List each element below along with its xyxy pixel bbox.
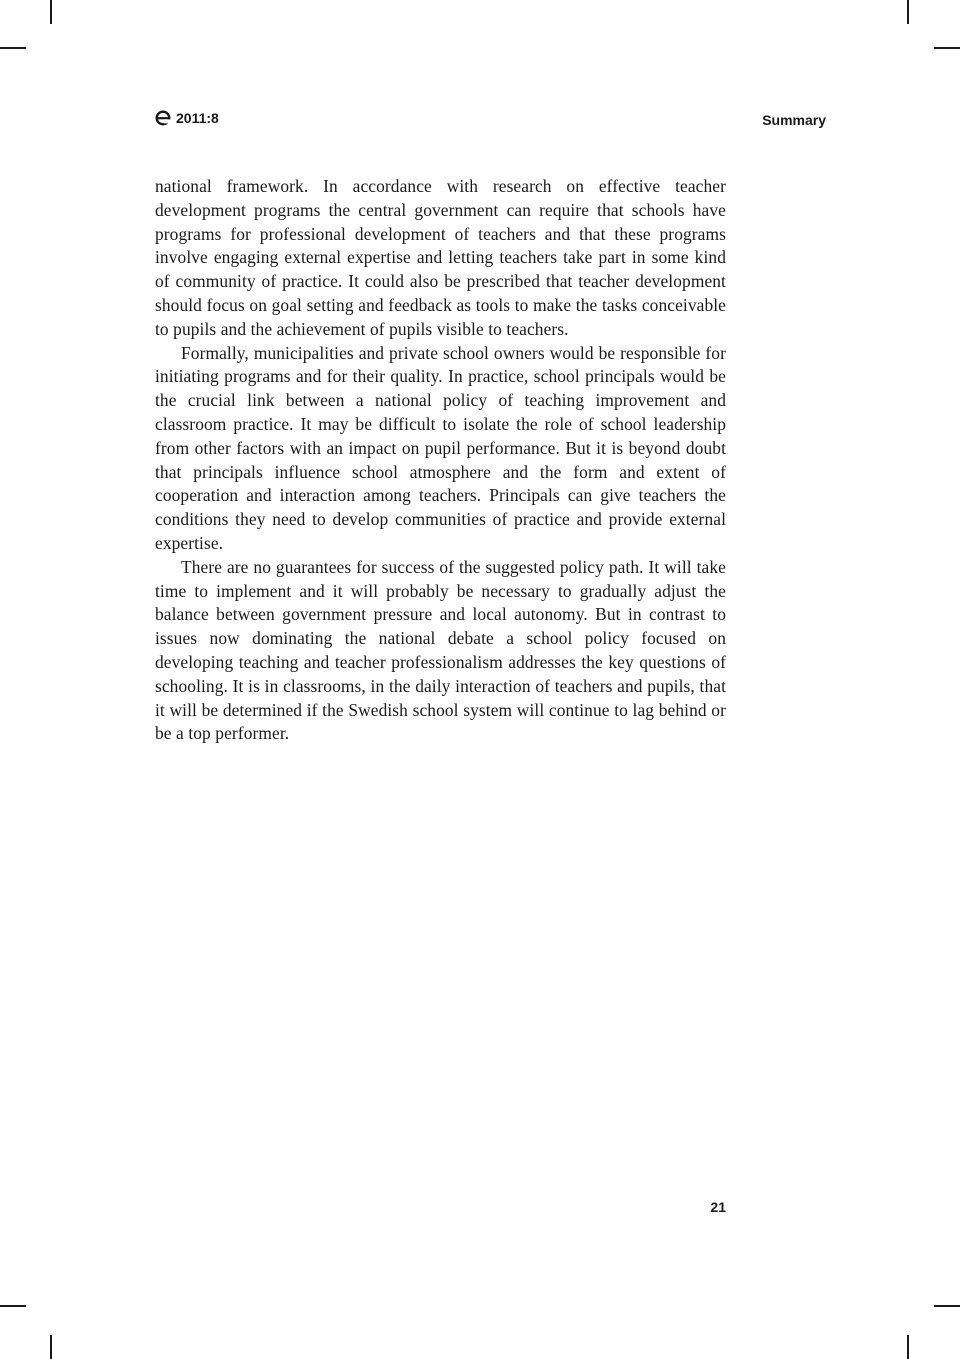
paragraph-2: Formally, municipalities and private school owners would be responsible for initiating programs and for their quality. In practice, school principals would be the crucial link between a national policy of teaching improvement and classroom practice. It may be difficult to isolate the role of school leadership from other factors with an impact on pupil performance. But it is beyond doubt that principals influence school atmosphere and the form and extent of cooperation and interaction among teachers. Principals can give teachers the conditions they need to develop communities of practice and provide external expertise. bbox=[155, 342, 726, 553]
e-logo-icon bbox=[155, 110, 171, 126]
crop-mark-bottom-left-vertical bbox=[50, 1335, 52, 1359]
crop-mark-top-left-vertical bbox=[50, 0, 52, 24]
crop-mark-bottom-right-horizontal bbox=[934, 1305, 960, 1307]
paragraph-3: There are no guarantees for success of the suggested policy path. It will take time to implement and it will probably be necessary to gradually adjust the balance between government pressure and local autonomy. But in contrast to issues now dominating the national debate a school policy focused on developing teaching and teacher professionalism addresses the key questions of schooling. It is in classrooms, in the daily interaction of teachers and pupils, that it will be determined if the Swedish school system will continue to lag behind or be a top performer. bbox=[155, 556, 726, 744]
crop-mark-top-right-vertical bbox=[907, 0, 909, 24]
crop-mark-top-left-horizontal bbox=[0, 47, 26, 49]
section-title: Summary bbox=[762, 112, 826, 128]
crop-mark-bottom-right-vertical bbox=[907, 1335, 909, 1359]
crop-mark-top-right-horizontal bbox=[934, 47, 960, 49]
page-number: 21 bbox=[710, 1199, 726, 1215]
crop-mark-bottom-left-horizontal bbox=[0, 1305, 26, 1307]
running-header bbox=[155, 110, 826, 132]
issue-number: 2011:8 bbox=[176, 110, 219, 126]
header-issue-group bbox=[155, 110, 219, 126]
paragraph-1: national framework. In accordance with research on effective teacher development programs the central government can require that schools have programs for professional development of teachers and that these programs involve engaging external expertise and letting teachers take part in some kind of community of practice. It could also be prescribed that teacher development should focus on goal setting and feedback as tools to make the tasks conceivable to pupils and the achievement of pupils visible to teachers. bbox=[155, 176, 726, 339]
article-body bbox=[155, 175, 726, 746]
